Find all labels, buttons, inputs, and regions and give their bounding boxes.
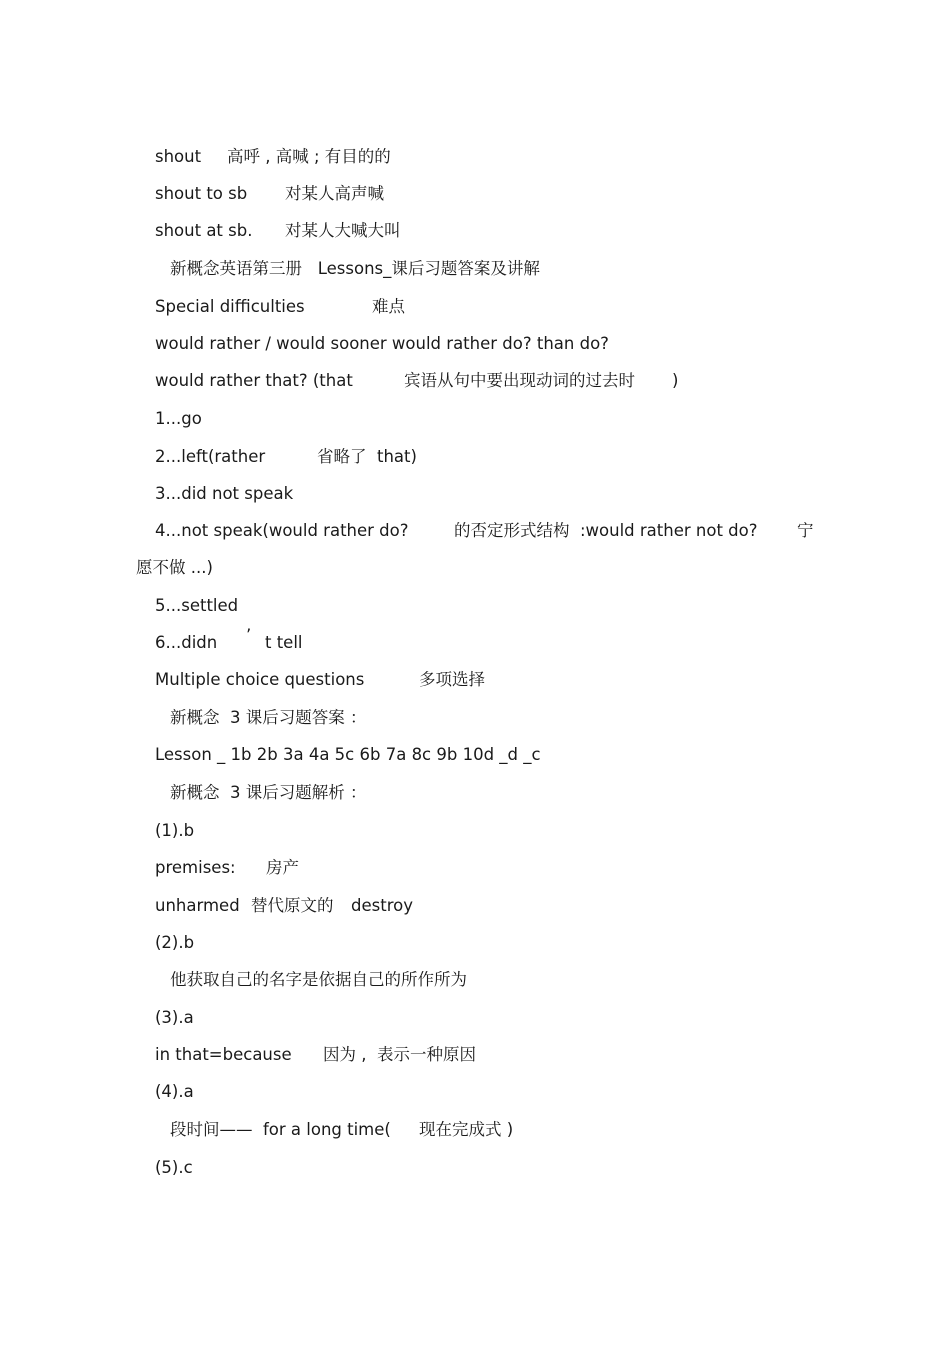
term: in that=because [155, 1045, 292, 1064]
definition: 对某人高声喊 [285, 184, 384, 203]
analysis-item [155, 1158, 193, 1218]
text: 4...not speak(would rather do? [155, 521, 409, 540]
definition: 房产 [266, 858, 299, 877]
heading-text: 新概念英语第三册 Lessons_课后习题答案及讲解 [170, 259, 540, 278]
text: would rather / would sooner would rather do? than do? [155, 334, 609, 353]
definition: 难点 [372, 297, 405, 316]
text: (2).b [155, 933, 195, 952]
heading-text: 新概念 3 课后习题解析 ： [170, 783, 367, 802]
text: Lesson _ 1b 2b 3a 4a 5c 6b 7a 8c 9b 10d _d _c [155, 745, 541, 764]
text: 愿不做 ...) [136, 558, 213, 577]
note-close: ) [672, 371, 679, 390]
definition: 因为 , 表示一种原因 [323, 1045, 476, 1064]
heading-text: 新概念 3 课后习题答案 ： [170, 708, 367, 727]
text: 3...did not speak [155, 484, 294, 503]
term: unharmed [155, 896, 240, 915]
text: 5...settled [155, 596, 239, 615]
term: shout [155, 147, 202, 166]
note-tail: 宁 [797, 521, 814, 540]
text: (1).b [155, 821, 195, 840]
definition: 高呼 , 高喊 ; 有目的的 [227, 147, 391, 166]
text: 1...go [155, 409, 202, 428]
note: 现在完成式 ) [419, 1120, 514, 1139]
text: (5).c [155, 1158, 193, 1177]
note: 的否定形式结构 :would rather not do? [454, 521, 758, 540]
definition: 替代原文的 [251, 896, 334, 915]
note: 宾语从句中要出现动词的过去时 [404, 371, 635, 390]
apostrophe: ’ [246, 626, 252, 645]
term: Multiple choice questions [155, 670, 365, 689]
definition: 多项选择 [419, 670, 485, 689]
text: 他获取自己的名字是依据自己的所作所为 [170, 970, 467, 989]
text: (3).a [155, 1008, 194, 1027]
text-tail: t tell [265, 633, 303, 652]
term: Special difficulties [155, 297, 305, 316]
text: would rather that? (that [155, 371, 353, 390]
definition-tail: destroy [351, 896, 413, 915]
term: shout at sb. [155, 221, 253, 240]
text: 6...didn [155, 633, 218, 652]
text: 段时间—— for a long time( [170, 1120, 391, 1139]
text: 2...left(rather [155, 447, 266, 466]
note: 省略了 that) [317, 447, 417, 466]
text: (4).a [155, 1082, 194, 1101]
term: premises: [155, 858, 236, 877]
term: shout to sb [155, 184, 248, 203]
definition: 对某人大喊大叫 [285, 221, 401, 240]
